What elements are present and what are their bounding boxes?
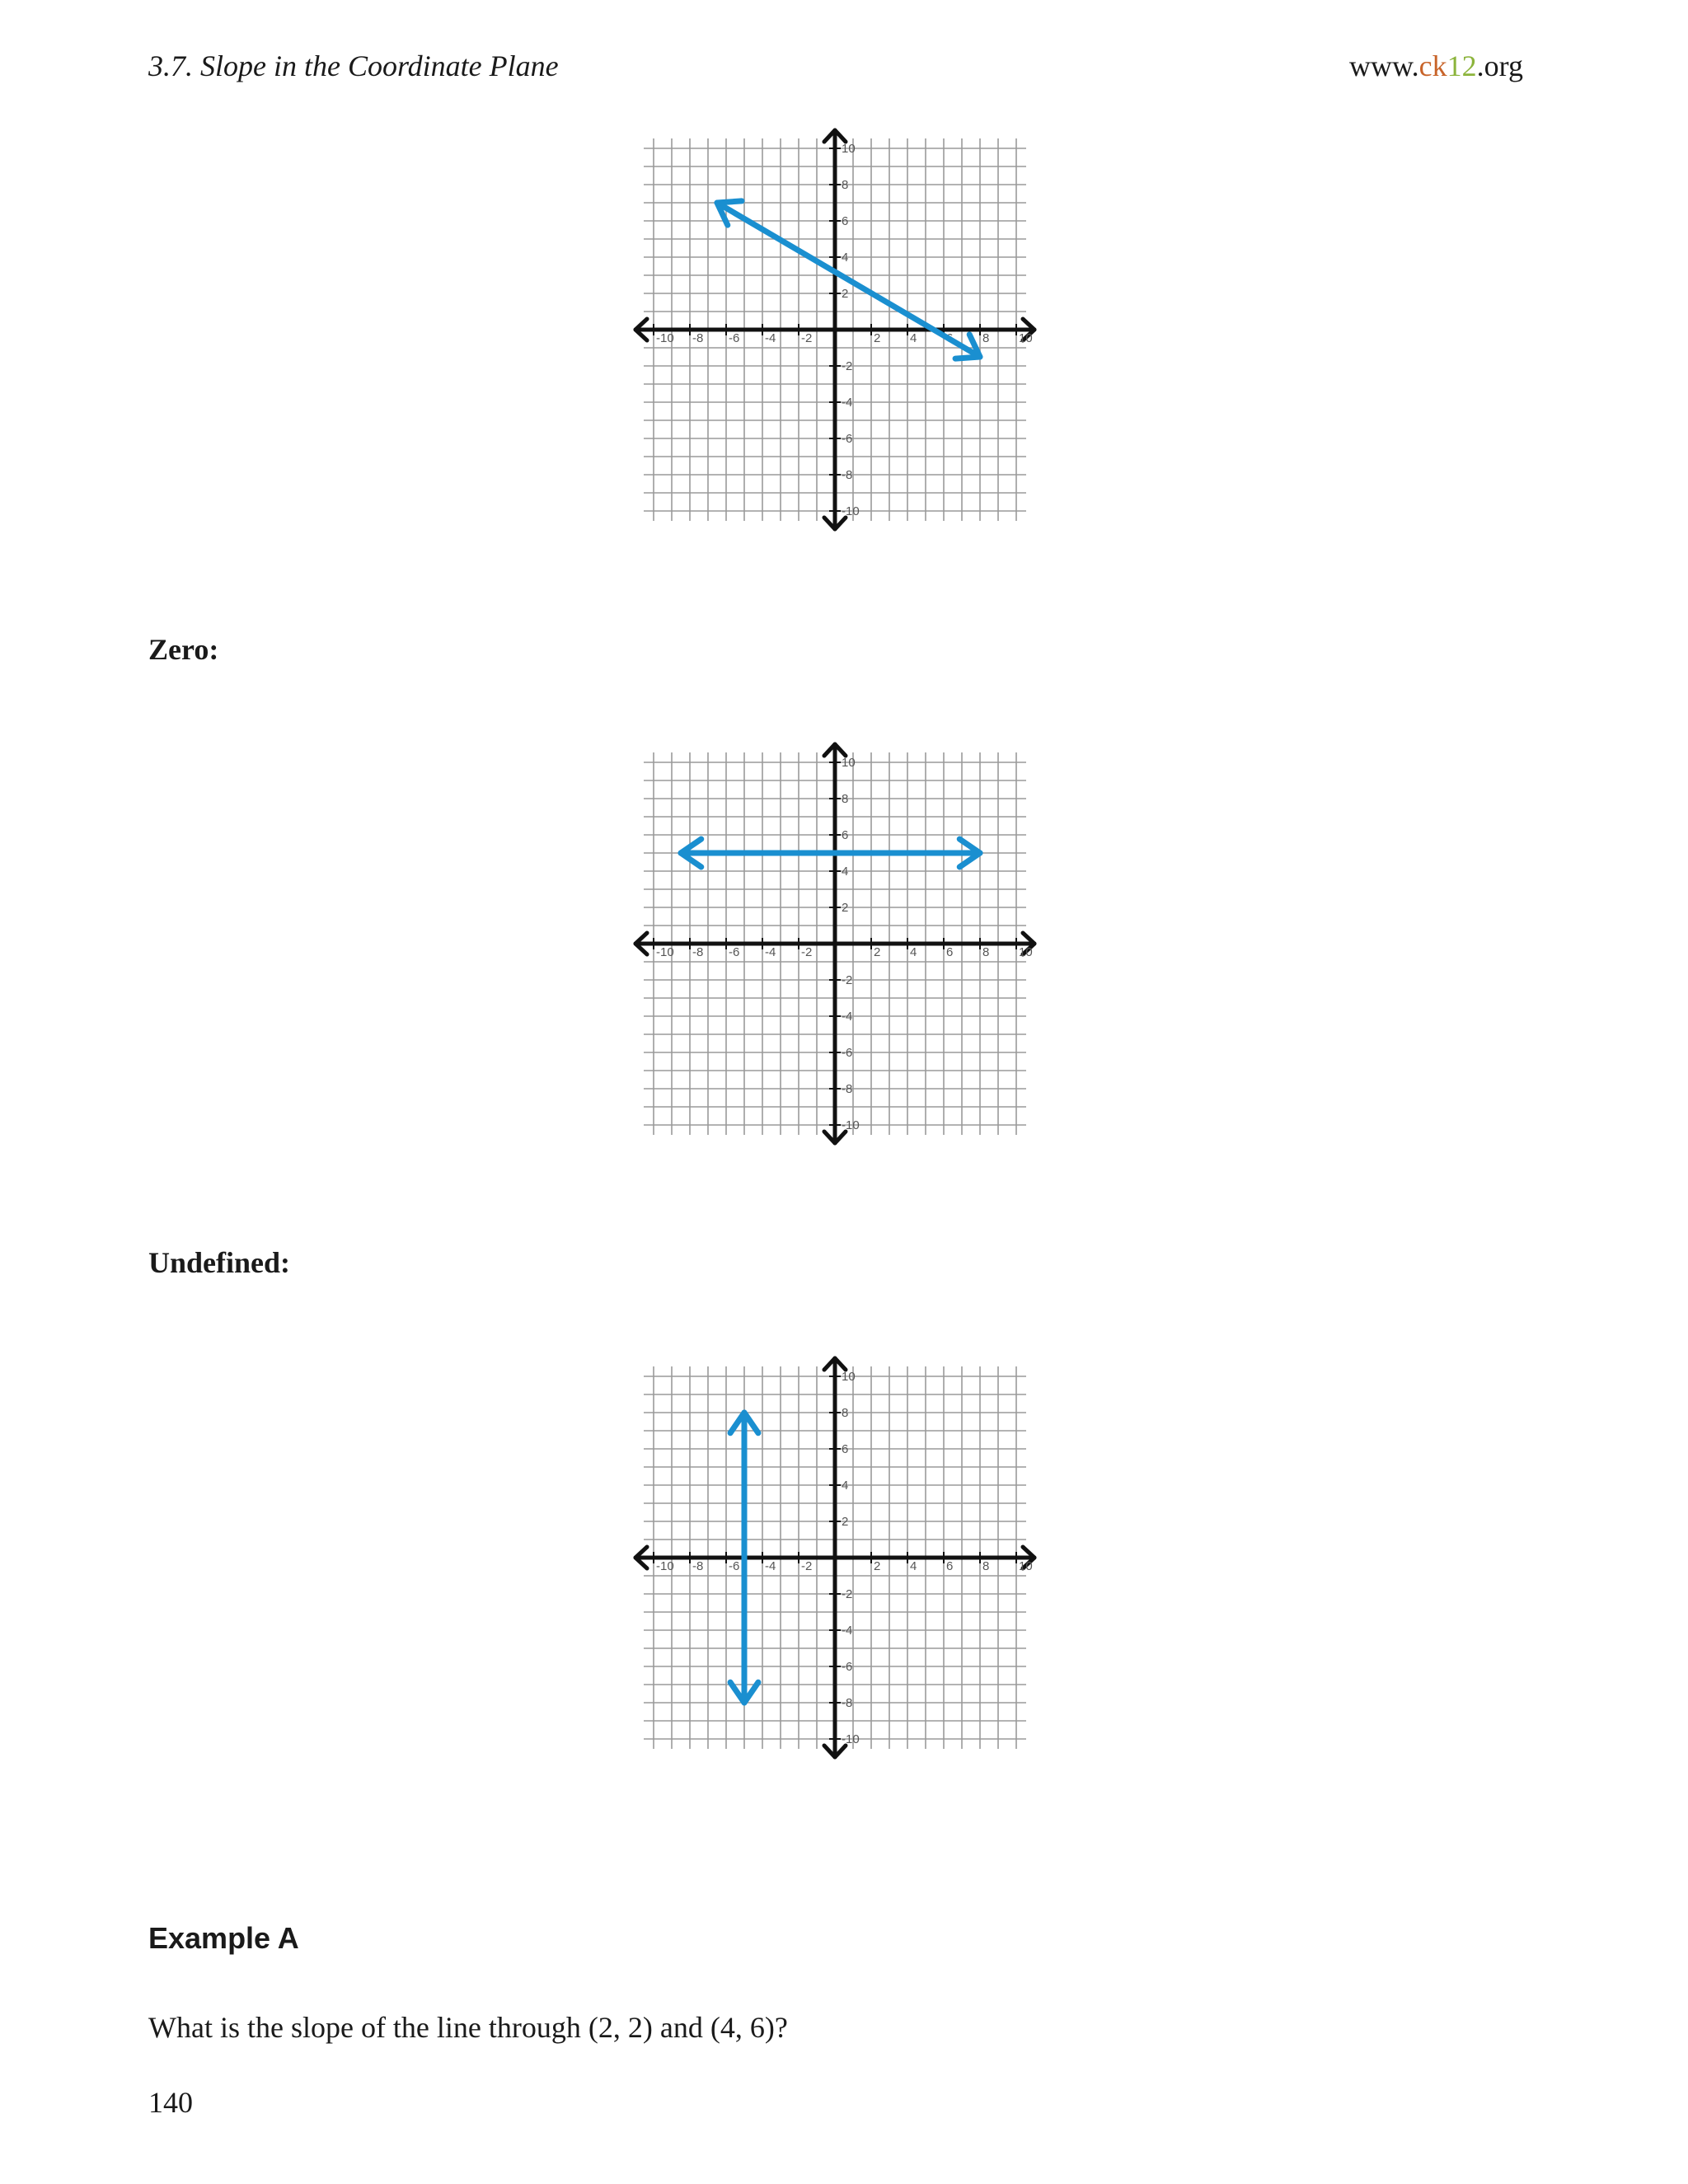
x-tick-label: -10 (656, 331, 674, 345)
x-tick-label: -2 (801, 945, 813, 959)
x-tick-label: 8 (982, 945, 990, 959)
y-tick-label: 8 (842, 1406, 849, 1420)
y-tick-label: 6 (842, 214, 849, 228)
y-tick-label: 2 (842, 901, 849, 915)
y-tick-label: -8 (842, 1082, 853, 1096)
y-tick-label: -10 (842, 1118, 860, 1132)
plotted-line (717, 201, 980, 359)
y-tick-label: -10 (842, 504, 860, 518)
x-tick-label: 10 (1019, 331, 1033, 345)
site-url-12: 12 (1447, 49, 1477, 82)
coordinate-plane (629, 1352, 1041, 1764)
x-tick-label: -8 (692, 331, 704, 345)
y-tick-label: 2 (842, 287, 849, 301)
x-tick-label: 6 (946, 945, 954, 959)
y-tick-label: 10 (842, 1370, 856, 1384)
y-tick-label: -10 (842, 1732, 860, 1746)
y-tick-label: -2 (842, 1587, 853, 1601)
x-tick-label: -8 (692, 1559, 704, 1573)
y-tick-label: 2 (842, 1515, 849, 1529)
x-tick-label: 4 (910, 1559, 917, 1573)
x-tick-label: 8 (982, 1559, 990, 1573)
y-tick-label: 10 (842, 756, 856, 770)
y-tick-label: 4 (842, 1479, 849, 1493)
graph-zero-slope (629, 738, 1041, 1150)
graph-negative-slope (629, 124, 1041, 536)
y-tick-label: -4 (842, 1624, 853, 1638)
x-tick-label: -10 (656, 1559, 674, 1573)
example-question: What is the slope of the line through (2, 2) and (4, 6)? (148, 2011, 788, 2044)
x-tick-label: 10 (1019, 1559, 1033, 1573)
y-tick-label: 4 (842, 251, 849, 265)
x-tick-label: 8 (982, 331, 990, 345)
section-title: 3.7. Slope in the Coordinate Plane (148, 49, 559, 82)
site-url-prefix: www. (1349, 49, 1419, 82)
axes (635, 1358, 1034, 1757)
x-tick-label: 2 (874, 331, 881, 345)
y-tick-label: -4 (842, 1010, 853, 1024)
x-tick-label: -4 (765, 945, 776, 959)
x-tick-label: 2 (874, 1559, 881, 1573)
x-tick-label: -6 (729, 945, 740, 959)
graph-undefined-slope (629, 1352, 1041, 1764)
y-tick-label: -2 (842, 973, 853, 987)
y-tick-label: -4 (842, 396, 853, 410)
y-tick-label: 8 (842, 178, 849, 192)
y-tick-label: 4 (842, 865, 849, 879)
x-tick-label: 10 (1019, 945, 1033, 959)
y-tick-label: -2 (842, 359, 853, 373)
line-segment (717, 203, 980, 357)
y-tick-label: -6 (842, 1046, 853, 1060)
zero-label: Zero: (148, 633, 219, 666)
x-tick-label: -2 (801, 1559, 813, 1573)
y-tick-label: 6 (842, 828, 849, 842)
y-tick-label: -6 (842, 1660, 853, 1674)
x-tick-label: -10 (656, 945, 674, 959)
x-tick-label: -6 (729, 331, 740, 345)
undefined-label: Undefined: (148, 1246, 291, 1279)
page-number: 140 (148, 2086, 193, 2119)
y-tick-label: 6 (842, 1442, 849, 1456)
y-tick-label: 10 (842, 142, 856, 156)
coordinate-plane (629, 738, 1041, 1150)
y-tick-label: -6 (842, 432, 853, 446)
axes (635, 744, 1034, 1143)
x-tick-label: -4 (765, 331, 776, 345)
x-tick-label: -8 (692, 945, 704, 959)
x-tick-label: 2 (874, 945, 881, 959)
site-url-suffix: .org (1476, 49, 1523, 82)
x-tick-label: -2 (801, 331, 813, 345)
x-tick-label: 6 (946, 1559, 954, 1573)
x-tick-label: -4 (765, 1559, 776, 1573)
site-url[interactable] (1349, 46, 1523, 86)
x-tick-label: 4 (910, 945, 917, 959)
example-title: Example A (148, 1921, 299, 1955)
x-tick-label: 6 (946, 331, 954, 345)
y-tick-label: -8 (842, 468, 853, 482)
y-tick-label: 8 (842, 792, 849, 806)
y-tick-label: -8 (842, 1696, 853, 1710)
axes (635, 130, 1034, 529)
site-url-ck: ck (1418, 49, 1447, 82)
coordinate-plane (629, 124, 1041, 536)
x-tick-label: 4 (910, 331, 917, 345)
x-tick-label: -6 (729, 1559, 740, 1573)
